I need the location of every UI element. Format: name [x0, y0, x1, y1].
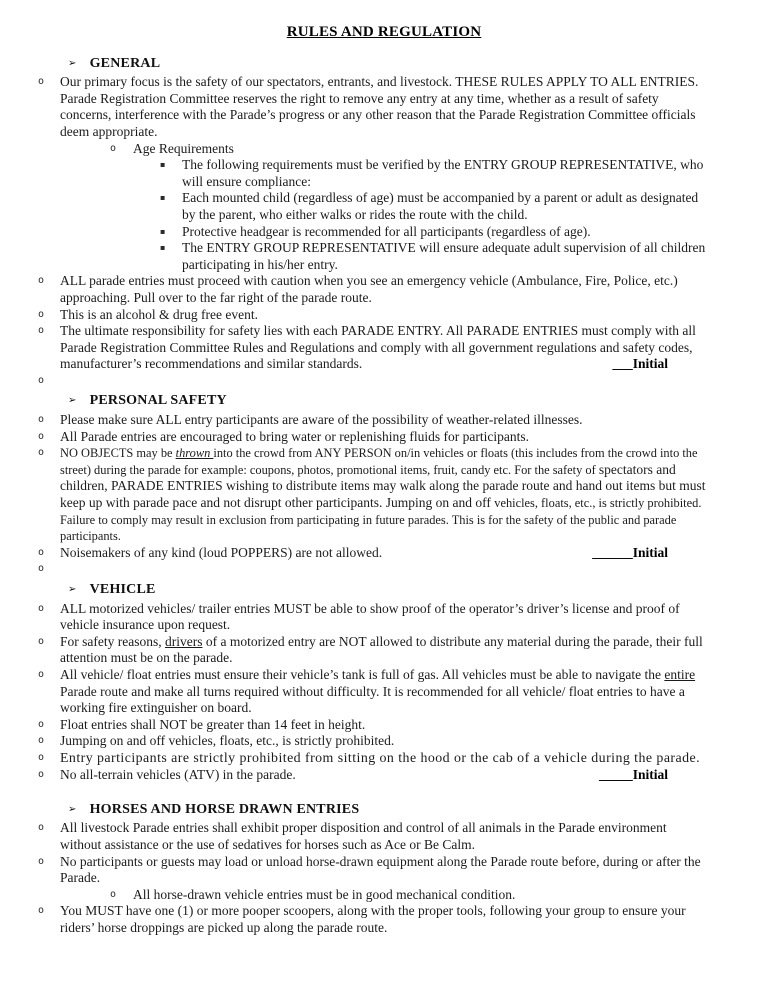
circle-bullet-icon: o: [38, 635, 45, 647]
list-item-text: [60, 429, 711, 446]
text-segment: No all-terrain vehicles (ATV) in the parade.: [60, 767, 296, 783]
section-general: [0, 56, 768, 390]
list-item: [0, 717, 768, 734]
list-item-text: [60, 634, 711, 667]
arrow-bullet-icon: ➢: [68, 584, 77, 595]
text-segment: Each mounted child (regardless of age) must be accompanied by a parent or adult as designated by the parent, who either walks or rides the route with the child.: [182, 190, 699, 222]
list-item: [0, 887, 768, 904]
list-item-text: [60, 74, 711, 140]
text-segment: Float entries shall NOT be greater than 14 feet in height.: [60, 716, 366, 732]
section-vehicle: [0, 582, 768, 784]
text-segment: thrown: [175, 446, 214, 461]
text-segment: This is an alcohol & drug free event.: [60, 306, 258, 322]
text-segment: of a motorized entry are NOT allowed to distribute any material during the parade, their full attention must be on the parade.: [60, 633, 703, 666]
list-item-text: [60, 307, 711, 324]
section-heading-label: GENERAL: [89, 55, 161, 71]
section-horses-and-horse-drawn-entries: [0, 802, 768, 937]
text-segment: into the crowd from ANY PERSON on/in vehicles or floats (this includes from the crowd into the street) during the parade for example: coupons, photos, promotional items, fruit, candy etc. For the safety of: [60, 446, 698, 477]
circle-bullet-icon: o: [38, 275, 45, 287]
text-segment: ALL parade entries must proceed with caution when you see an emergency vehicle (Ambulance, Fire, Police, etc.) approaching. Pull over to the far right of the parade route.: [60, 273, 678, 305]
list-item-text: [60, 412, 711, 429]
circle-bullet-icon: o: [38, 563, 45, 575]
list-item-text: [182, 157, 711, 190]
list-item: [0, 429, 768, 446]
list-item-text: [60, 601, 711, 634]
list-item: [0, 412, 768, 429]
circle-bullet-icon: o: [38, 308, 45, 320]
text-segment: The ENTRY GROUP REPRESENTATIVE will ensure adequate adult supervision of all children participating in his/her entry.: [182, 240, 706, 272]
list-item-text: [182, 240, 711, 273]
circle-bullet-icon: o: [110, 142, 117, 154]
section-heading-label: VEHICLE: [89, 582, 156, 597]
text-segment: All vehicle/ float entries must ensure their vehicle’s tank is full of gas. All vehicles must be able to navigate the: [60, 666, 665, 682]
arrow-bullet-icon: ➢: [68, 57, 77, 69]
text-segment: Entry participants are strictly prohibited from sitting on the hood or the cab of a vehicle during the parade.: [60, 750, 701, 766]
text-segment: Age Requirements: [133, 140, 234, 156]
list-item-text: [182, 190, 711, 223]
section-heading: [0, 802, 768, 820]
page-title: RULES AND REGULATION: [286, 24, 482, 40]
list-item-text: [60, 903, 711, 936]
list-item: [0, 240, 768, 273]
list-item: [0, 601, 768, 634]
arrow-bullet-icon: ➢: [68, 395, 77, 407]
circle-bullet-icon: o: [38, 822, 45, 834]
text-segment: Protective headgear is recommended for all participants (regardless of age).: [182, 223, 591, 239]
circle-bullet-icon: o: [38, 325, 45, 337]
list-item-text: [60, 273, 711, 306]
text-segment: vehicles, floats, etc., is strictly prohibited. Failure to comply may result in exclusion from participating in future parades. This is for the safety of the public and parade participants.: [60, 496, 702, 544]
list-item-text: [60, 561, 711, 578]
section-heading: [0, 56, 768, 74]
text-segment: spectators and children, PARADE ENTRIES wishing to distribute items may walk along the parade route and hand out items but must keep up with parade pace and not disrupt other participants. Jumping on and off: [60, 461, 706, 511]
arrow-bullet-icon: ➢: [68, 803, 77, 815]
list-item: [0, 561, 768, 578]
section-personal-safety: [0, 393, 768, 578]
circle-bullet-icon: o: [110, 888, 117, 900]
list-item: [0, 634, 768, 667]
circle-bullet-icon: o: [38, 602, 45, 614]
list-item: [0, 157, 768, 190]
list-item: [0, 224, 768, 241]
text-segment: No participants or guests may load or unload horse-drawn equipment along the Parade route before, during or after the Parade.: [60, 853, 701, 886]
text-segment: You MUST have one (1) or more pooper scoopers, along with the proper tools, following your group to ensure your riders’ horse droppings are picked up along the parade route.: [60, 903, 686, 935]
list-item: [0, 854, 768, 887]
list-item: [0, 750, 768, 767]
list-item-text: [60, 667, 711, 717]
square-bullet-icon: ▪: [160, 160, 166, 170]
list-item-text: [60, 750, 711, 767]
list-item-text: [60, 373, 711, 390]
list-item-text: [60, 820, 711, 853]
text-segment: Noisemakers of any kind (loud POPPERS) are not allowed.: [60, 544, 383, 560]
circle-bullet-icon: o: [38, 718, 45, 730]
text-segment: All Parade entries are encouraged to bring water or replenishing fluids for participants.: [60, 428, 529, 444]
circle-bullet-icon: o: [38, 751, 45, 763]
text-segment: For safety reasons,: [60, 633, 165, 649]
circle-bullet-icon: o: [38, 735, 45, 747]
initial-blank: _____Initial: [598, 767, 668, 783]
list-item-text: [60, 733, 711, 750]
text-segment: ALL motorized vehicles/ trailer entries MUST be able to show proof of the operator’s driver’s license and proof of vehicle insurance upon request.: [60, 600, 680, 633]
list-item: [0, 307, 768, 324]
square-bullet-icon: ▪: [160, 243, 166, 253]
circle-bullet-icon: o: [38, 769, 45, 781]
list-item-text: [133, 141, 711, 158]
list-item: [0, 903, 768, 936]
list-item-text: [60, 854, 711, 887]
text-segment: NO OBJECTS may be: [60, 446, 176, 461]
list-item: [0, 323, 768, 373]
text-segment: Our primary focus is the safety of our spectators, entrants, and livestock. THESE RULES APPLY TO ALL ENTRIES. Parade Registration Committee reserves the right to remove any entry at any time, whether as a result of safety concerns, interference with the Parade’s progress or any other reason that the Parade Registration Committee officials deem appropriate.: [60, 74, 699, 139]
section-heading-label: HORSES AND HORSE DRAWN ENTRIES: [89, 801, 360, 817]
text-segment: The following requirements must be verified by the ENTRY GROUP REPRESENTATIVE, who will ensure compliance:: [182, 157, 704, 189]
list-item: [0, 141, 768, 158]
text-segment: drivers: [164, 633, 203, 649]
text-segment: All livestock Parade entries shall exhibit proper disposition and control of all animals in the Parade environment without assistance or the use of sedatives for horses such as Ace or Be Calm.: [60, 820, 667, 852]
section-heading: [0, 582, 768, 600]
list-item: [0, 820, 768, 853]
list-item-text: [133, 887, 711, 904]
text-segment: Jumping on and off vehicles, floats, etc., is strictly prohibited.: [60, 733, 395, 749]
list-item-text: [182, 224, 711, 241]
circle-bullet-icon: o: [38, 76, 45, 88]
list-item-text: [60, 445, 711, 545]
circle-bullet-icon: o: [38, 414, 45, 426]
circle-bullet-icon: o: [38, 447, 45, 459]
text-segment: entire: [664, 666, 696, 682]
circle-bullet-icon: o: [38, 374, 45, 386]
list-item: [0, 190, 768, 223]
text-segment: The ultimate responsibility for safety lies with each PARADE ENTRY. All PARADE ENTRIES must comply with all Parade Registration Committee Rules and Regulations and comply with all government regulations and safety codes, manufacturer’s recommendations and similar standards.: [60, 323, 696, 372]
list-item: [0, 667, 768, 717]
initial-blank: ______Initial: [592, 544, 668, 560]
circle-bullet-icon: o: [38, 855, 45, 867]
text-segment: Please make sure ALL entry participants are aware of the possibility of weather-related illnesses.: [60, 412, 583, 428]
text-segment: All horse-drawn vehicle entries must be in good mechanical condition.: [133, 886, 516, 902]
list-item-text: [60, 717, 711, 734]
list-item: [0, 74, 768, 140]
text-segment: Parade route and make all turns required without difficulty. It is recommended for all vehicle/ float entries to have a working fire extinguisher on board.: [60, 683, 685, 716]
square-bullet-icon: ▪: [160, 193, 166, 203]
list-item: [0, 545, 768, 562]
initial-blank: ___Initial: [612, 356, 668, 372]
document-body: [0, 56, 768, 937]
section-heading: [0, 393, 768, 411]
section-heading-label: PERSONAL SAFETY: [89, 393, 227, 409]
circle-bullet-icon: o: [38, 668, 45, 680]
list-item: [0, 373, 768, 390]
square-bullet-icon: ▪: [160, 226, 166, 236]
list-item: [0, 273, 768, 306]
circle-bullet-icon: o: [38, 430, 45, 442]
list-item: [0, 767, 768, 784]
list-item: [0, 733, 768, 750]
circle-bullet-icon: o: [38, 905, 45, 917]
circle-bullet-icon: o: [38, 546, 45, 558]
list-item: [0, 445, 768, 545]
